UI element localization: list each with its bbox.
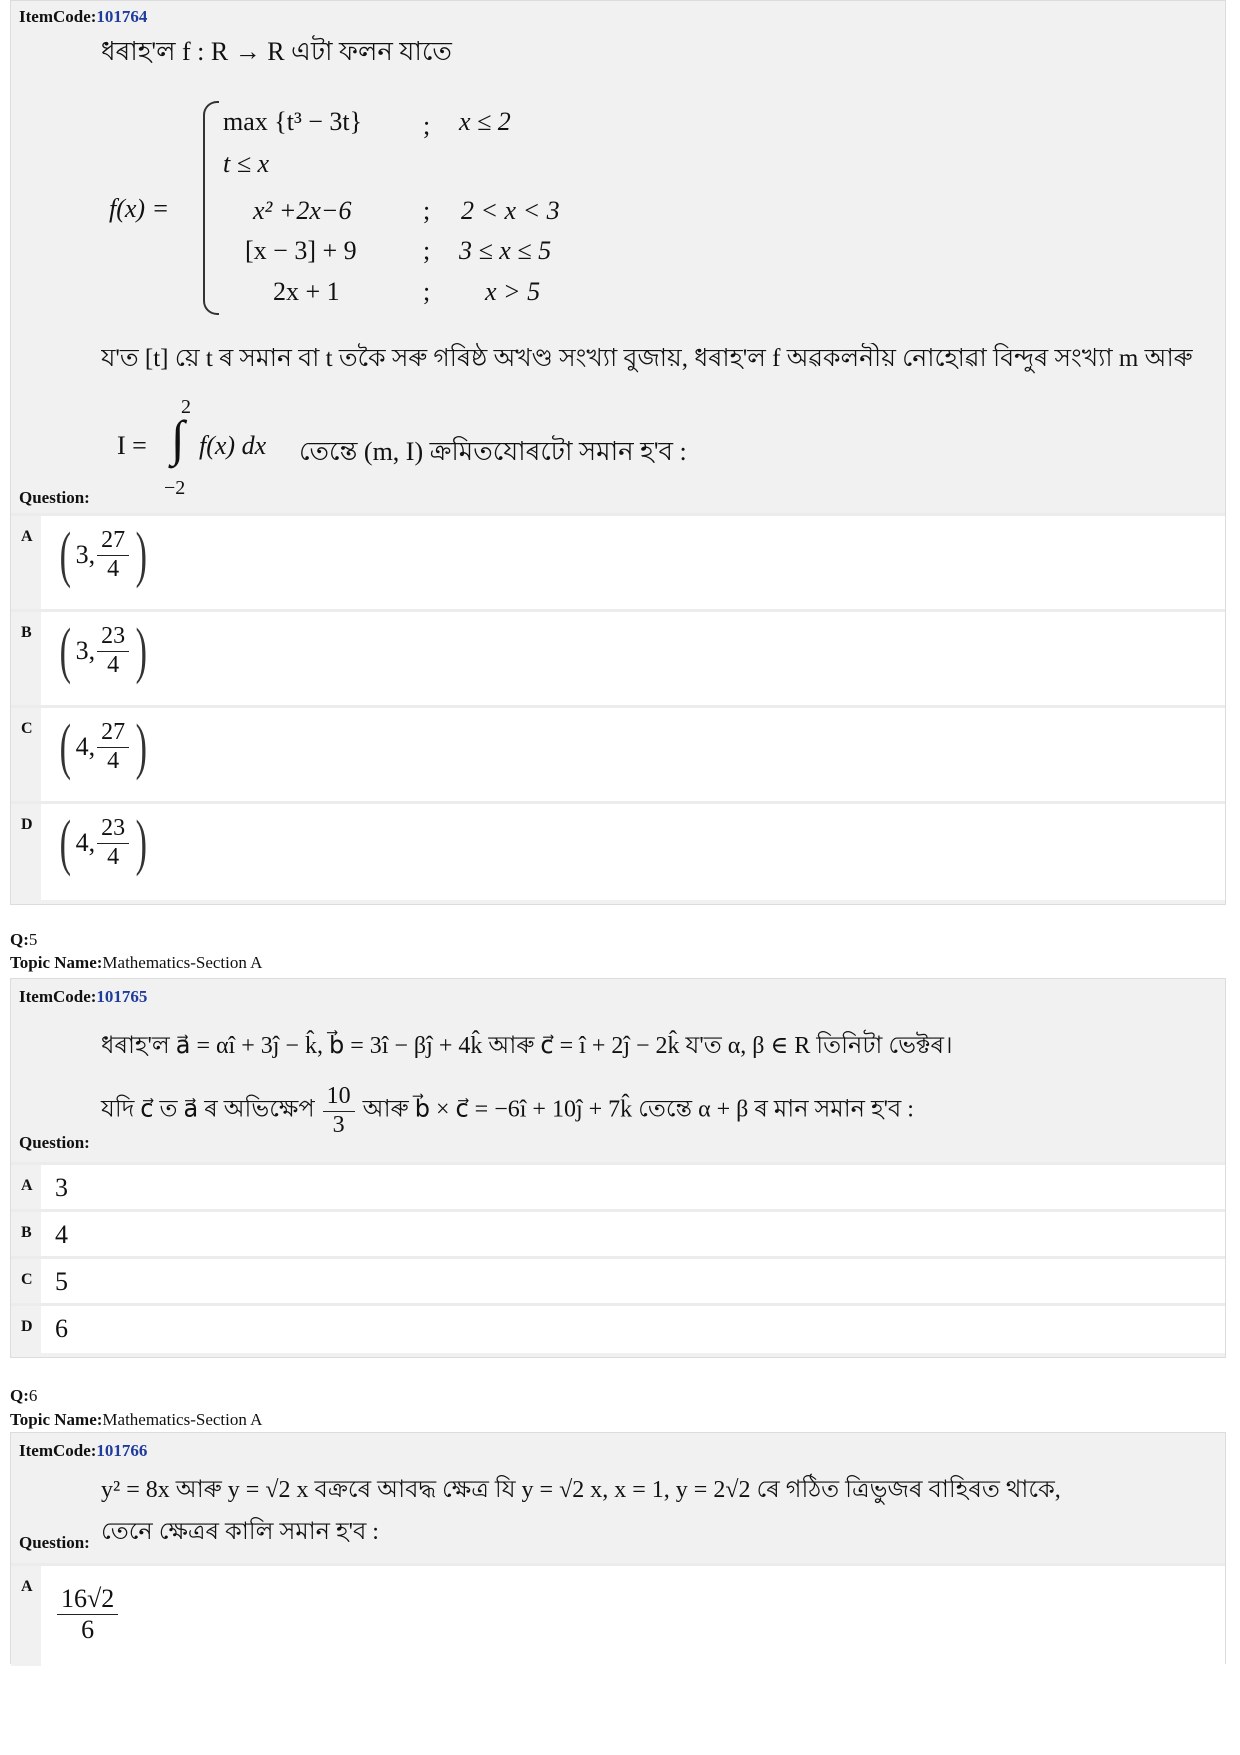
fraction-numerator: 27 <box>97 527 129 556</box>
question-label: Question: <box>19 1533 90 1552</box>
option-value: 3 <box>55 1173 68 1202</box>
question-label: Question: <box>19 1133 90 1152</box>
question-line-1: y² = 8x আৰু y = √2 x বক্ৰৰে আবদ্ধ ক্ষেত্ৰ যি y = √2 x, x = 1, y = 2√2 ৰে গঠিত ত্ৰিভুজৰ বাহিৰত থাকে, <box>101 1477 1061 1503</box>
topic-name: Topic Name:Mathematics-Section A <box>10 953 263 972</box>
integral-lhs: I = <box>117 431 147 460</box>
piece-sep-1: ; <box>423 111 431 140</box>
fraction-numerator: 23 <box>97 623 129 652</box>
question-card-q4 <box>10 0 1226 905</box>
fraction-denominator: 4 <box>107 651 120 678</box>
option-c[interactable] <box>11 1256 1225 1306</box>
option-letter: D <box>11 1306 41 1353</box>
option-letter: B <box>11 1212 41 1259</box>
piece-cond-2: 2 < x < 3 <box>461 196 560 225</box>
question-line-2-start: যদি c⃗ ত a⃗ ৰ অভিক্ষেপ <box>101 1096 315 1123</box>
question-intro: ধৰাহ'ল f : R → R এটা ফলন যাতে <box>101 37 452 66</box>
option-value-first: 3, <box>75 540 96 569</box>
question-line-2: তেনে ক্ষেত্ৰৰ কালি সমান হ'ব : <box>101 1519 379 1545</box>
option-a[interactable] <box>11 1162 1225 1212</box>
topic-name: Topic Name:Mathematics-Section A <box>10 1410 263 1429</box>
piece-expr-1: max {t³ − 3t} <box>223 107 363 136</box>
option-letter: C <box>11 1259 41 1306</box>
item-code: ItemCode:101766 <box>19 1441 148 1460</box>
option-letter: A <box>11 1165 41 1212</box>
piece-sub-1: t ≤ x <box>223 149 270 178</box>
piece-sep-2: ; <box>423 196 431 225</box>
option-value-first: 3, <box>75 636 96 665</box>
option-value: 5 <box>55 1267 68 1296</box>
integral-lower-limit: −2 <box>164 477 186 499</box>
question-line-2 <box>101 1083 1215 1139</box>
integrand: f(x) dx <box>199 431 267 460</box>
item-code: ItemCode:101764 <box>19 7 148 26</box>
option-d[interactable] <box>11 1303 1225 1353</box>
fx-label: f(x) = <box>109 194 170 223</box>
option-letter: D <box>11 804 41 900</box>
question-line-1: ধৰাহ'ল a⃗ = αî + 3ĵ − k̂, b⃗ = 3î − βĵ + 4k̂ আৰু c⃗ = î + 2ĵ − 2k̂ য'ত α, β ∈ R তিনিটা ভেক্টৰ। <box>101 1033 953 1059</box>
question-label: Question: <box>19 488 90 507</box>
piece-cond-4: x > 5 <box>485 277 541 306</box>
option-letter: B <box>11 612 41 708</box>
piece-cond-3: 3 ≤ x ≤ 5 <box>459 236 552 265</box>
fraction-denominator: 4 <box>107 747 120 774</box>
option-a[interactable]: A ( 3, $\frac{27}{4}$ ) <box>11 513 1225 612</box>
fraction-numerator: 10 <box>323 1083 355 1112</box>
question-card-q6 <box>10 1432 1226 1664</box>
fraction-numerator: 27 <box>97 719 129 748</box>
option-value-first: 4, <box>75 828 96 857</box>
question-line-2-end: আৰু b⃗ × c⃗ = −6î + 10ĵ + 7k̂ তেন্তে α + β ৰ মান সমান হ'ব : <box>362 1096 914 1123</box>
fraction-numerator: 23 <box>97 815 129 844</box>
fraction-denominator: 4 <box>107 555 120 582</box>
option-d[interactable]: D ( 4, $\frac{23}{4}$ ) <box>11 801 1225 900</box>
piece-cond-1: x ≤ 2 <box>459 107 511 136</box>
option-c[interactable]: C ( 4, $\frac{27}{4}$ ) <box>11 705 1225 804</box>
option-b[interactable] <box>11 1209 1225 1259</box>
piece-sep-3: ; <box>423 236 431 265</box>
option-b[interactable]: B ( 3, $\frac{23}{4}$ ) <box>11 609 1225 708</box>
piecewise-brace <box>203 101 219 315</box>
piece-expr-4: 2x + 1 <box>273 277 340 306</box>
piece-expr-2: x² +2x−6 <box>253 196 352 225</box>
option-letter: C <box>11 708 41 804</box>
option-letter: A <box>11 1566 41 1666</box>
piece-expr-3: [x − 3] + 9 <box>245 236 357 265</box>
option-value: 4 <box>55 1220 68 1249</box>
question-number: Q:6 <box>10 1386 38 1405</box>
integral-upper-limit: 2 <box>181 396 191 418</box>
option-a[interactable] <box>11 1563 1225 1666</box>
option-value: 6 <box>55 1314 68 1343</box>
item-code: ItemCode:101765 <box>19 987 148 1006</box>
fraction-numerator: 16√2 <box>57 1584 118 1615</box>
question-number: Q:5 <box>10 930 38 949</box>
option-letter: A <box>11 516 41 612</box>
fraction-denominator: 4 <box>107 843 120 870</box>
question-statement: য'ত [t] য়ে t ৰ সমান বা t তকৈ সৰু গৰিষ্ঠ অখণ্ড সংখ্যা বুজায়, ধৰাহ'ল f অৱকলনীয় নোহোৱা বিন্দুৰ সংখ্যা m আৰু <box>101 345 1193 372</box>
integral-sign: ∫ <box>171 410 185 466</box>
fraction-denominator: 6 <box>81 1614 95 1644</box>
integral-tail: তেন্তে (m, I) ক্ৰমিতযোৰটো সমান হ'ব : <box>299 437 687 466</box>
question-card-q5 <box>10 978 1226 1358</box>
fraction-denominator: 3 <box>332 1111 345 1138</box>
piece-sep-4: ; <box>423 277 431 306</box>
option-value-first: 4, <box>75 732 96 761</box>
